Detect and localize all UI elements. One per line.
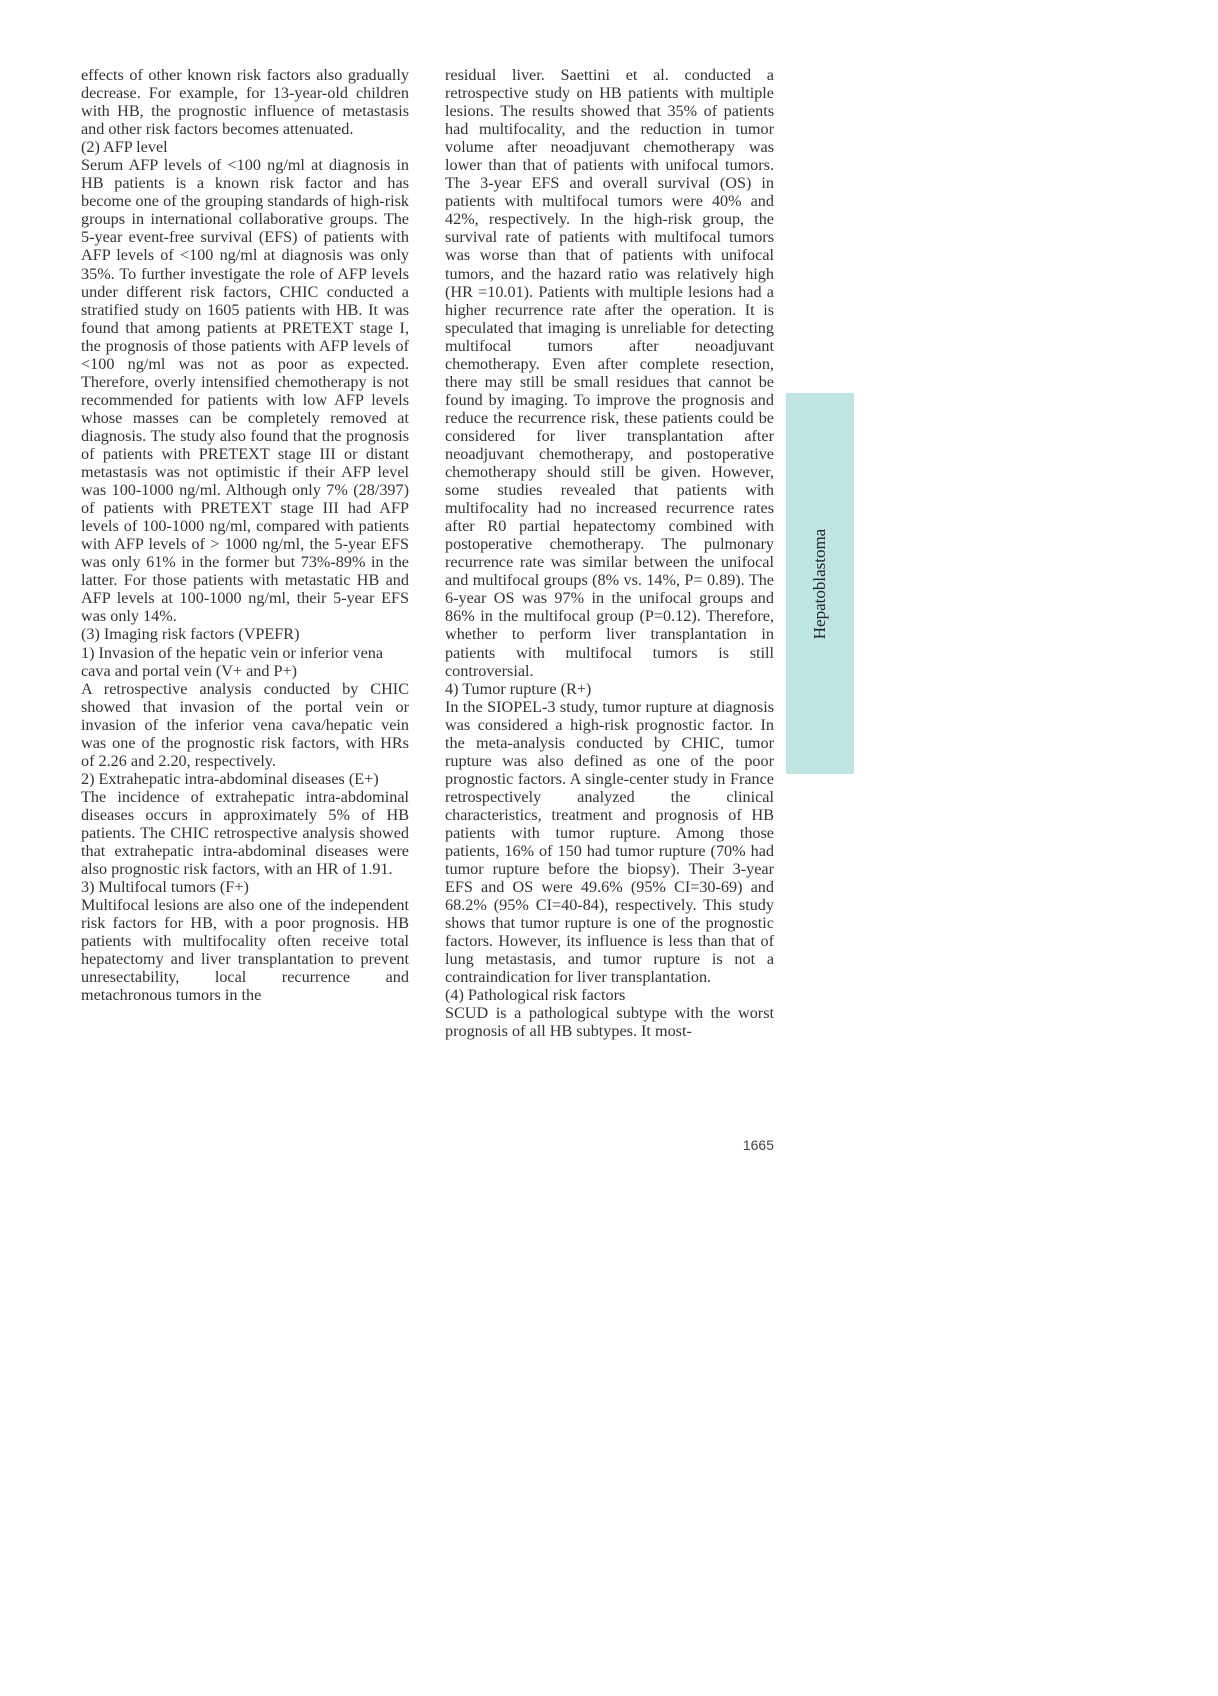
right-column	[445, 66, 774, 1041]
paragraph-risk-factors-age: effects of other known risk factors also gradually decrease. For example, for 13-year-old children with HB, the prognostic influence of metastasis and other risk factors becomes attenuated.	[81, 66, 409, 139]
paragraph-multifocal-tumors: Multifocal lesions are also one of the independent risk factors for HB, with a poor prognosis. HB patients with multifocality often receive total hepatectomy and liver transplantation to prevent unresectability, local recurrence and metachronous tumors in the	[81, 896, 409, 1005]
heading-imaging-risk-factors: (3) Imaging risk factors (VPEFR)	[81, 625, 300, 644]
paragraph-extrahepatic-diseases: The incidence of extrahepatic intra-abdominal diseases occurs in approximately 5% of HB patients. The CHIC retrospective analysis showed that extrahepatic intra-abdominal diseases were also prognostic risk factors, with an HR of 1.91.	[81, 787, 409, 879]
left-column	[81, 66, 409, 1004]
heading-vein-invasion: 1) Invasion of the hepatic vein or inferior vena cava and portal vein (V+ and P+)	[81, 643, 384, 680]
heading-tumor-rupture: 4) Tumor rupture (R+)	[445, 679, 592, 698]
paragraph-multifocal-continued: residual liver. Saettini et al. conducted a retrospective study on HB patients with multiple lesions. The results showed that 35% of patients had multifocality, and the reduction in tumor volume after neoadjuvant chemotherapy was lower than that of patients with unifocal tumors. The 3-year EFS and overall survival (OS) in patients with multifocal tumors were 40% and 42%, respectively. In the high-risk group, the survival rate of patients with multifocal tumors was worse than that of patients with unifocal tumors, and the hazard ratio was relatively high (HR =10.01). Patients with multiple lesions had a higher recurrence rate after the operation. It is speculated that imaging is unreliable for detecting multifocal tumors after neoadjuvant chemotherapy. Even after complete resection, there may still be small residues that cannot be found by imaging. To improve the prognosis and reduce the recurrence risk, these patients could be considered for liver transplantation after neoadjuvant chemotherapy, and postoperative chemotherapy should still be given. However, some studies revealed that patients with multifocality had no increased recurrence rates after R0 partial hepatectomy combined with postoperative chemotherapy. The pulmonary recurrence rate was similar between the unifocal and multifocal groups (8% vs. 14%, P= 0.89). The 6-year OS was 97% in the unifocal groups and 86% in the multifocal group (P=0.12). Therefore, whether to perform liver transplantation in patients with multifocal tumors is still controversial.	[445, 66, 774, 680]
page-number: 1665	[742, 1137, 774, 1153]
side-tab-label: Hepatoblastoma	[810, 528, 829, 639]
heading-pathological-risk-factors: (4) Pathological risk factors	[445, 986, 626, 1005]
paragraph-pathological-risk-factors: SCUD is a pathological subtype with the worst prognosis of all HB subtypes. It most-	[445, 1004, 774, 1041]
heading-extrahepatic-diseases: 2) Extrahepatic intra-abdominal diseases (E+)	[81, 769, 379, 788]
paragraph-afp-level: Serum AFP levels of <100 ng/ml at diagnosis in HB patients is a known risk factor and has become one of the grouping standards of high-risk groups in international collaborative groups. The 5-year event-free survival (EFS) of patients with AFP levels of <100 ng/ml at diagnosis was only 35%. To further investigate the role of AFP levels under different risk factors, CHIC conducted a stratified study on 1605 patients with HB. It was found that among patients at PRETEXT stage I, the prognosis of those patients with AFP levels of <100 ng/ml was not as poor as expected. Therefore, overly intensified chemotherapy is not recommended for patients with low AFP levels whose masses can be completely removed at diagnosis. The study also found that the prognosis of patients with PRETEXT stage III or distant metastasis was not optimistic if their AFP level was 100-1000 ng/ml. Although only 7% (28/397) of patients with PRETEXT stage III had AFP levels of 100-1000 ng/ml, compared with patients with AFP levels of > 1000 ng/ml, the 5-year EFS was only 61% in the former but 73%-89% in the latter. For those patients with metastatic HB and AFP levels at 100-1000 ng/ml, their 5-year EFS was only 14%.	[81, 156, 409, 626]
paragraph-vein-invasion: A retrospective analysis conducted by CHIC showed that invasion of the portal vein or invasion of the inferior vena cava/hepatic vein was one of the prognostic risk factors, with HRs of 2.26 and 2.20, respectively.	[81, 679, 409, 770]
heading-multifocal-tumors: 3) Multifocal tumors (F+)	[81, 878, 249, 897]
section-side-tab	[786, 393, 854, 774]
paragraph-tumor-rupture: In the SIOPEL-3 study, tumor rupture at diagnosis was considered a high-risk prognostic factor. In the meta-analysis conducted by CHIC, tumor rupture was also defined as one of the poor prognostic factors. A single-center study in France retrospectively analyzed the clinical characteristics, treatment and prognosis of HB patients with tumor rupture. Among those patients, 16% of 150 had tumor rupture (70% had tumor rupture before the biopsy). Their 3-year EFS and OS were 49.6% (95% CI=30-69) and 68.2% (95% CI=40-84), respectively. This study shows that tumor rupture is one of the prognostic factors. However, its influence is less than that of lung metastasis, and tumor rupture is not a contraindication for liver transplantation.	[445, 697, 774, 987]
heading-afp-level: (2) AFP level	[81, 138, 168, 157]
